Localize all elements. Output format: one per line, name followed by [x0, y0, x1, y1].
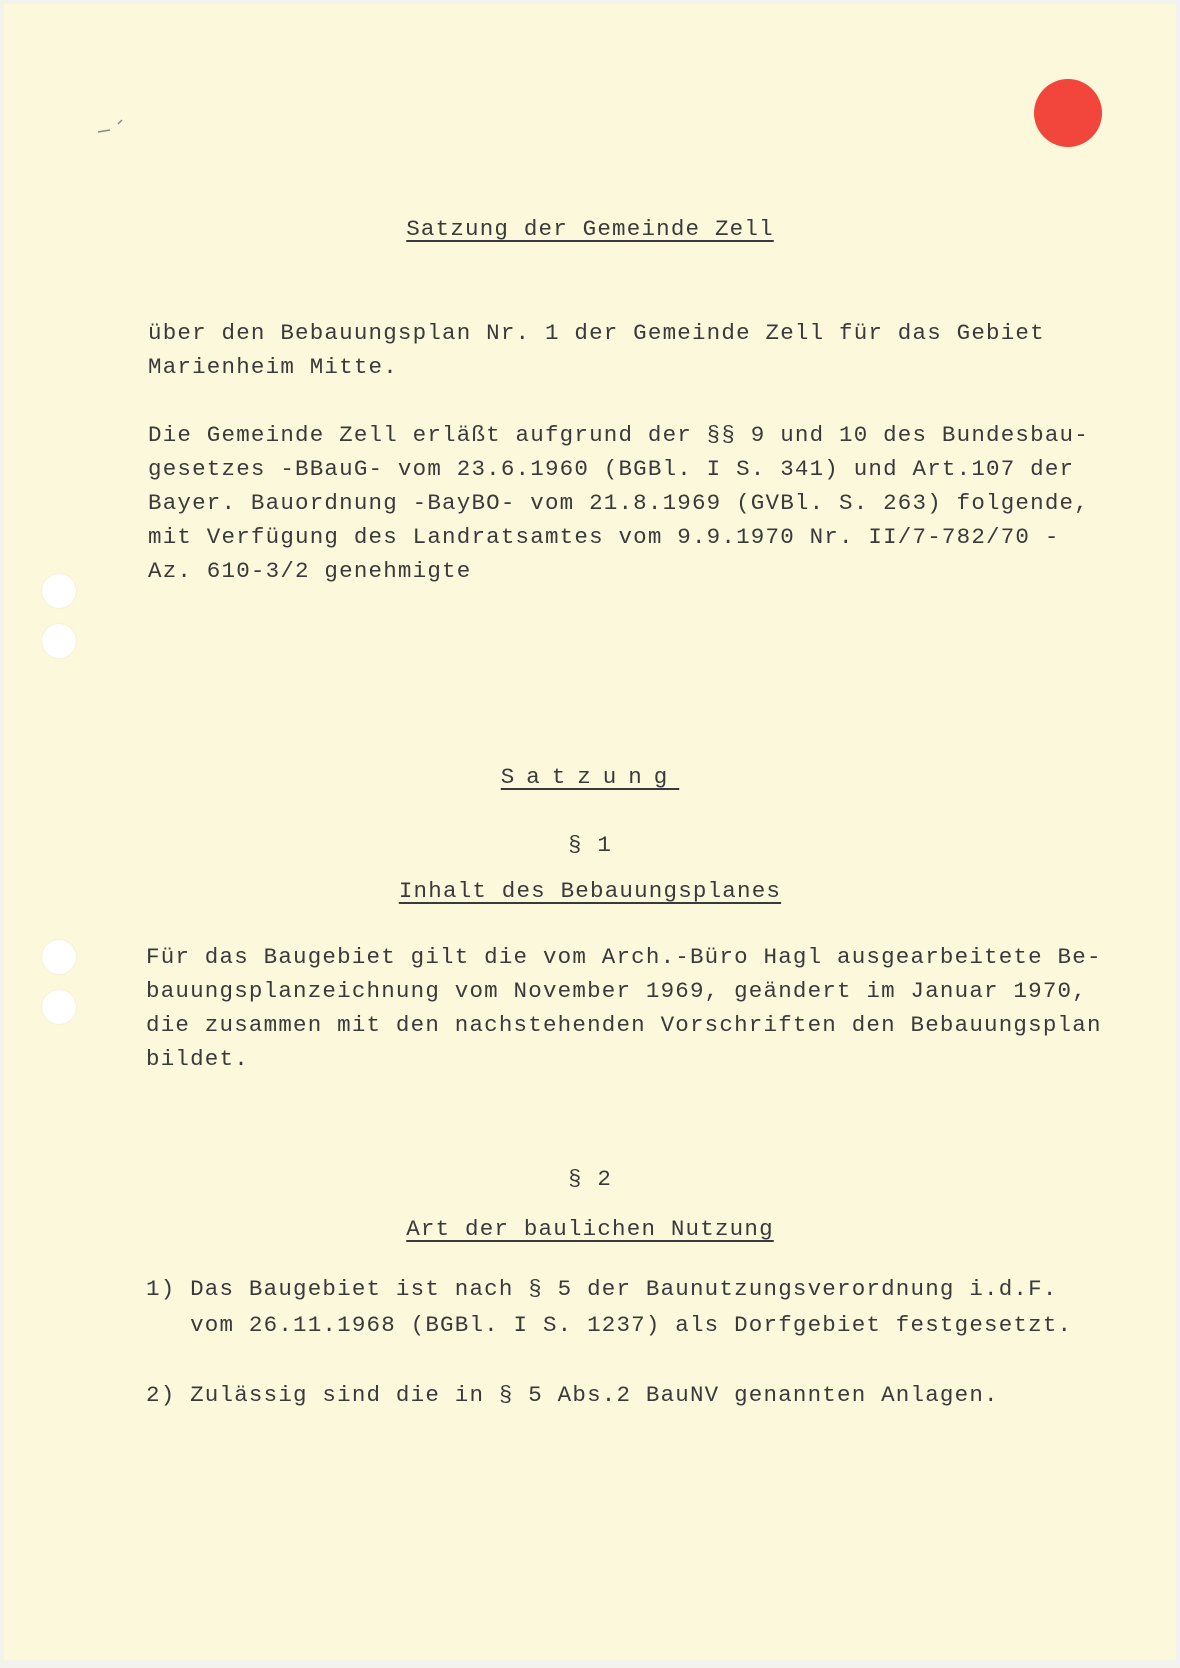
section-1-line-4: bildet. [146, 1046, 249, 1072]
section-1-title: Inhalt des Bebauungsplanes [398, 878, 782, 904]
punch-hole-icon [42, 624, 76, 658]
document-page [4, 4, 1176, 1660]
section-1-line-3: die zusammen mit den nachstehenden Vorschriften den Bebauungsplan [146, 1012, 1102, 1038]
section-2-item-1-line-2: vom 26.11.1968 (BGBl. I S. 1237) als Dorfgebiet festgesetzt. [146, 1312, 1073, 1338]
red-dot-icon [1034, 79, 1102, 147]
preamble-line-1: Die Gemeinde Zell erläßt aufgrund der §§ 9 und 10 des Bundesbau- [148, 422, 1089, 448]
intro-line-1: über den Bebauungsplan Nr. 1 der Gemeinde Zell für das Gebiet [148, 320, 1045, 346]
preamble-line-5: Az. 610-3/2 genehmigte [148, 558, 472, 584]
section-1-line-1: Für das Baugebiet gilt die vom Arch.-Büro Hagl ausgearbeitete Be- [146, 944, 1102, 970]
preamble-line-4: mit Verfügung des Landratsamtes vom 9.9.1970 Nr. II/7-782/70 - [148, 524, 1060, 550]
punch-hole-icon [42, 574, 76, 608]
section-1-number: § 1 [567, 832, 613, 858]
pen-mark-icon [96, 116, 134, 136]
section-1-line-2: bauungsplanzeichnung vom November 1969, geändert im Januar 1970, [146, 978, 1087, 1004]
punch-hole-icon [42, 940, 76, 974]
section-2-item-1-line-1: 1) Das Baugebiet ist nach § 5 der Baunutzungsverordnung i.d.F. [146, 1276, 1058, 1302]
satzung-heading: Satzung [500, 764, 680, 790]
document-title: Satzung der Gemeinde Zell [406, 216, 774, 242]
preamble-line-3: Bayer. Bauordnung -BayBO- vom 21.8.1969 (GVBl. S. 263) folgende, [148, 490, 1089, 516]
preamble-line-2: gesetzes -BBauG- vom 23.6.1960 (BGBl. I S. 341) und Art.107 der [148, 456, 1075, 482]
section-2-number: § 2 [567, 1166, 613, 1192]
punch-hole-icon [42, 990, 76, 1024]
intro-line-2: Marienheim Mitte. [148, 354, 398, 380]
section-2-title: Art der baulichen Nutzung [406, 1216, 774, 1242]
section-2-item-2: 2) Zulässig sind die in § 5 Abs.2 BauNV genannten Anlagen. [146, 1382, 999, 1408]
